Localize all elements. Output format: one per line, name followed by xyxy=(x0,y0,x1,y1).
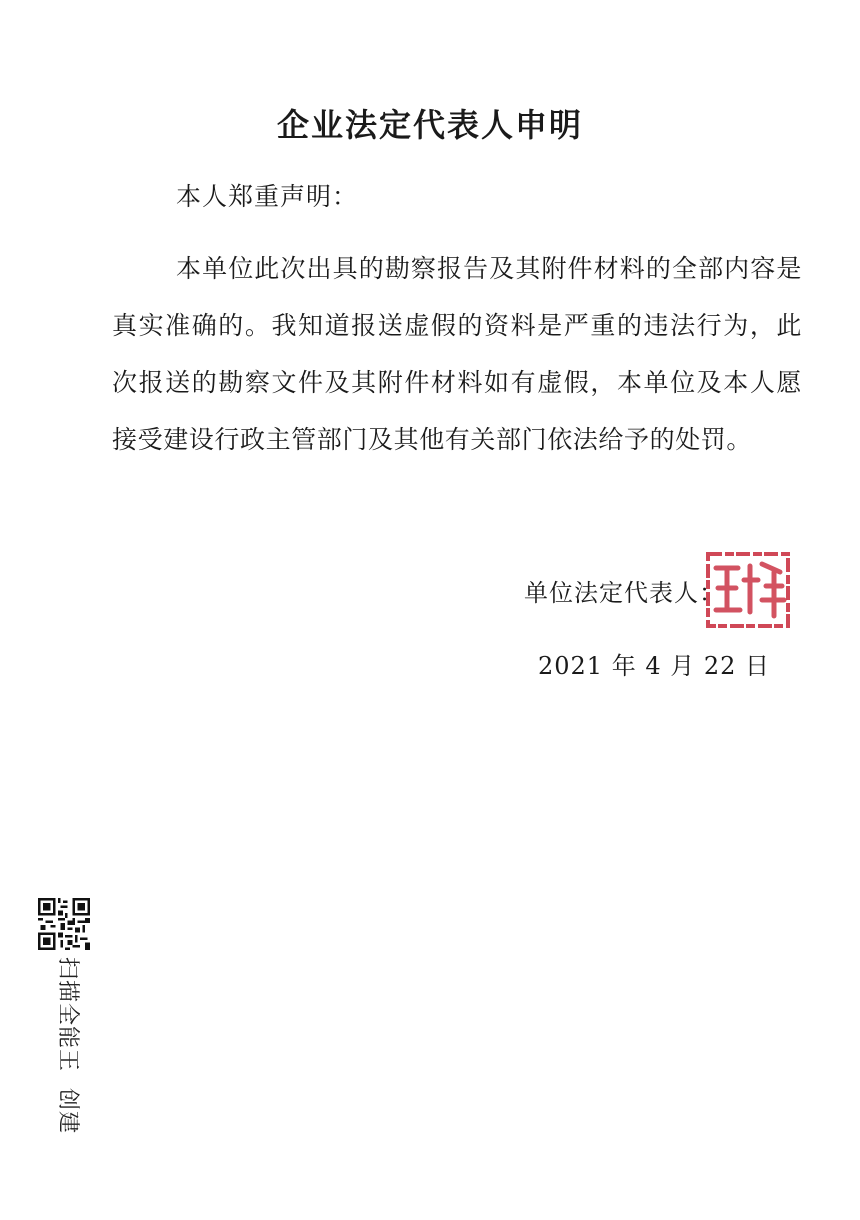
app-name: 扫描全能王 xyxy=(55,957,80,1073)
declaration-body: 本单位此次出具的勘察报告及其附件材料的全部内容是真实准确的。我知道报送虚假的资料是严重的违法行为，此次报送的勘察文件及其附件材料如有虚假，本单位及本人愿接受建设行政主管部门及其他有关部门依法给予的处罚。 xyxy=(112,254,802,454)
document-title: 企业法定代表人申明 xyxy=(276,106,583,144)
seal-stamp-icon xyxy=(704,550,792,630)
salutation: 本人郑重声明： xyxy=(176,182,359,211)
qr-code-icon xyxy=(38,898,90,950)
scanner-watermark xyxy=(55,957,85,1135)
signature-label: 单位法定代表人： xyxy=(524,579,724,607)
declaration-date: 2021 年 4 月 22 日 xyxy=(538,652,771,680)
creator-label: 创建 xyxy=(55,1088,80,1135)
